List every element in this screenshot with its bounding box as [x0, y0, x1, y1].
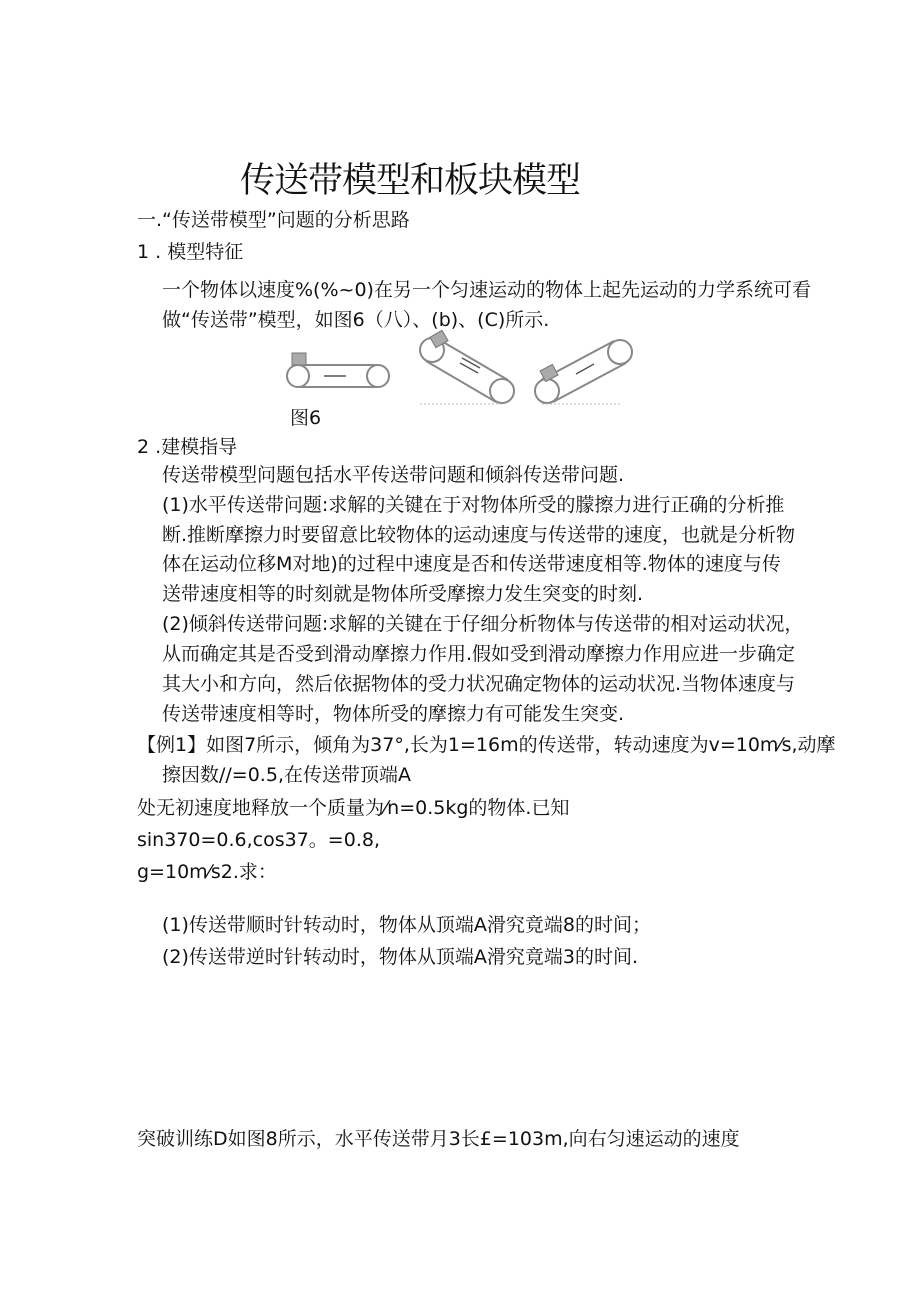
- paragraph-line: 体在运动位移M对地)的过程中速度是否和传送带速度相等.物体的速度与传: [162, 553, 781, 575]
- figure-6-conveyor-diagrams: [280, 330, 640, 410]
- paragraph-line: 传送带速度相等时，物体所受的摩擦力有可能发生突变.: [162, 703, 625, 725]
- example-line: 擦因数//=0.5,在传送带顶端A: [162, 764, 411, 786]
- paragraph-line: (1)水平传送带问题:求解的关键在于对物体所受的朦擦力进行正确的分析推: [162, 494, 785, 516]
- paragraph-line: (2)倾斜传送带问题:求解的关键在于仔细分析物体与传送带的相对运动状况，: [162, 613, 804, 635]
- question-line: (2)传送带逆时针转动时，物体从顶端A滑究竟端3的时间.: [162, 946, 639, 968]
- paragraph-line: 做“传送带”模型，如图6（八）、(b)、(C)所示.: [162, 309, 550, 331]
- training-line: 突破训练D如图8所示，水平传送带月3长£=103m,向右匀速运动的速度: [137, 1128, 740, 1150]
- inclined-belt-down: [420, 338, 514, 403]
- paragraph-line: 断.推断摩擦力时要留意比较物体的运动速度与传送带的速度，也就是分析物: [162, 524, 796, 546]
- paragraph-line: 其大小和方向，然后依据物体的受力状况确定物体的运动状况.当物体速度与: [162, 673, 796, 695]
- paragraph-line: 送带速度相等的时刻就是物体所受摩擦力发生突变的时刻.: [162, 583, 644, 605]
- question-line: (1)传送带顺时针转动时，物体从顶端A滑究竟端8的时间；: [162, 914, 652, 936]
- section-heading: 一.“传送带模型”问题的分析思路: [137, 209, 410, 231]
- example-line: sin370=0.6,cos37。=0.8,: [137, 829, 380, 851]
- example-line: 处无初速度地释放一个质量为⁄n=0.5kg的物体.已知: [137, 797, 570, 819]
- paragraph-line: 从而确定其是否受到滑动摩擦力作用.假如受到滑动摩擦力作用应进一步确定: [162, 643, 796, 665]
- subheading-modeling-guide: 2 .建模指导: [137, 436, 238, 458]
- example-line: g=10m⁄s2.求：: [137, 861, 277, 883]
- subheading-model-features: 1 . 模型特征: [137, 241, 244, 263]
- example-line: 【例1】如图7所示，倾角为37°,长为1=16m的传送带，转动速度为v=10m⁄s,动摩: [137, 734, 836, 756]
- figure-caption: 图6: [290, 407, 322, 429]
- document-title: 传送带模型和板块模型: [240, 161, 581, 201]
- paragraph-line: 传送带模型问题包括水平传送带问题和倾斜传送带问题.: [162, 464, 625, 486]
- paragraph-line: 一个物体以速度%(%~0)在另一个匀速运动的物体上起先运动的力学系统可看: [162, 279, 811, 301]
